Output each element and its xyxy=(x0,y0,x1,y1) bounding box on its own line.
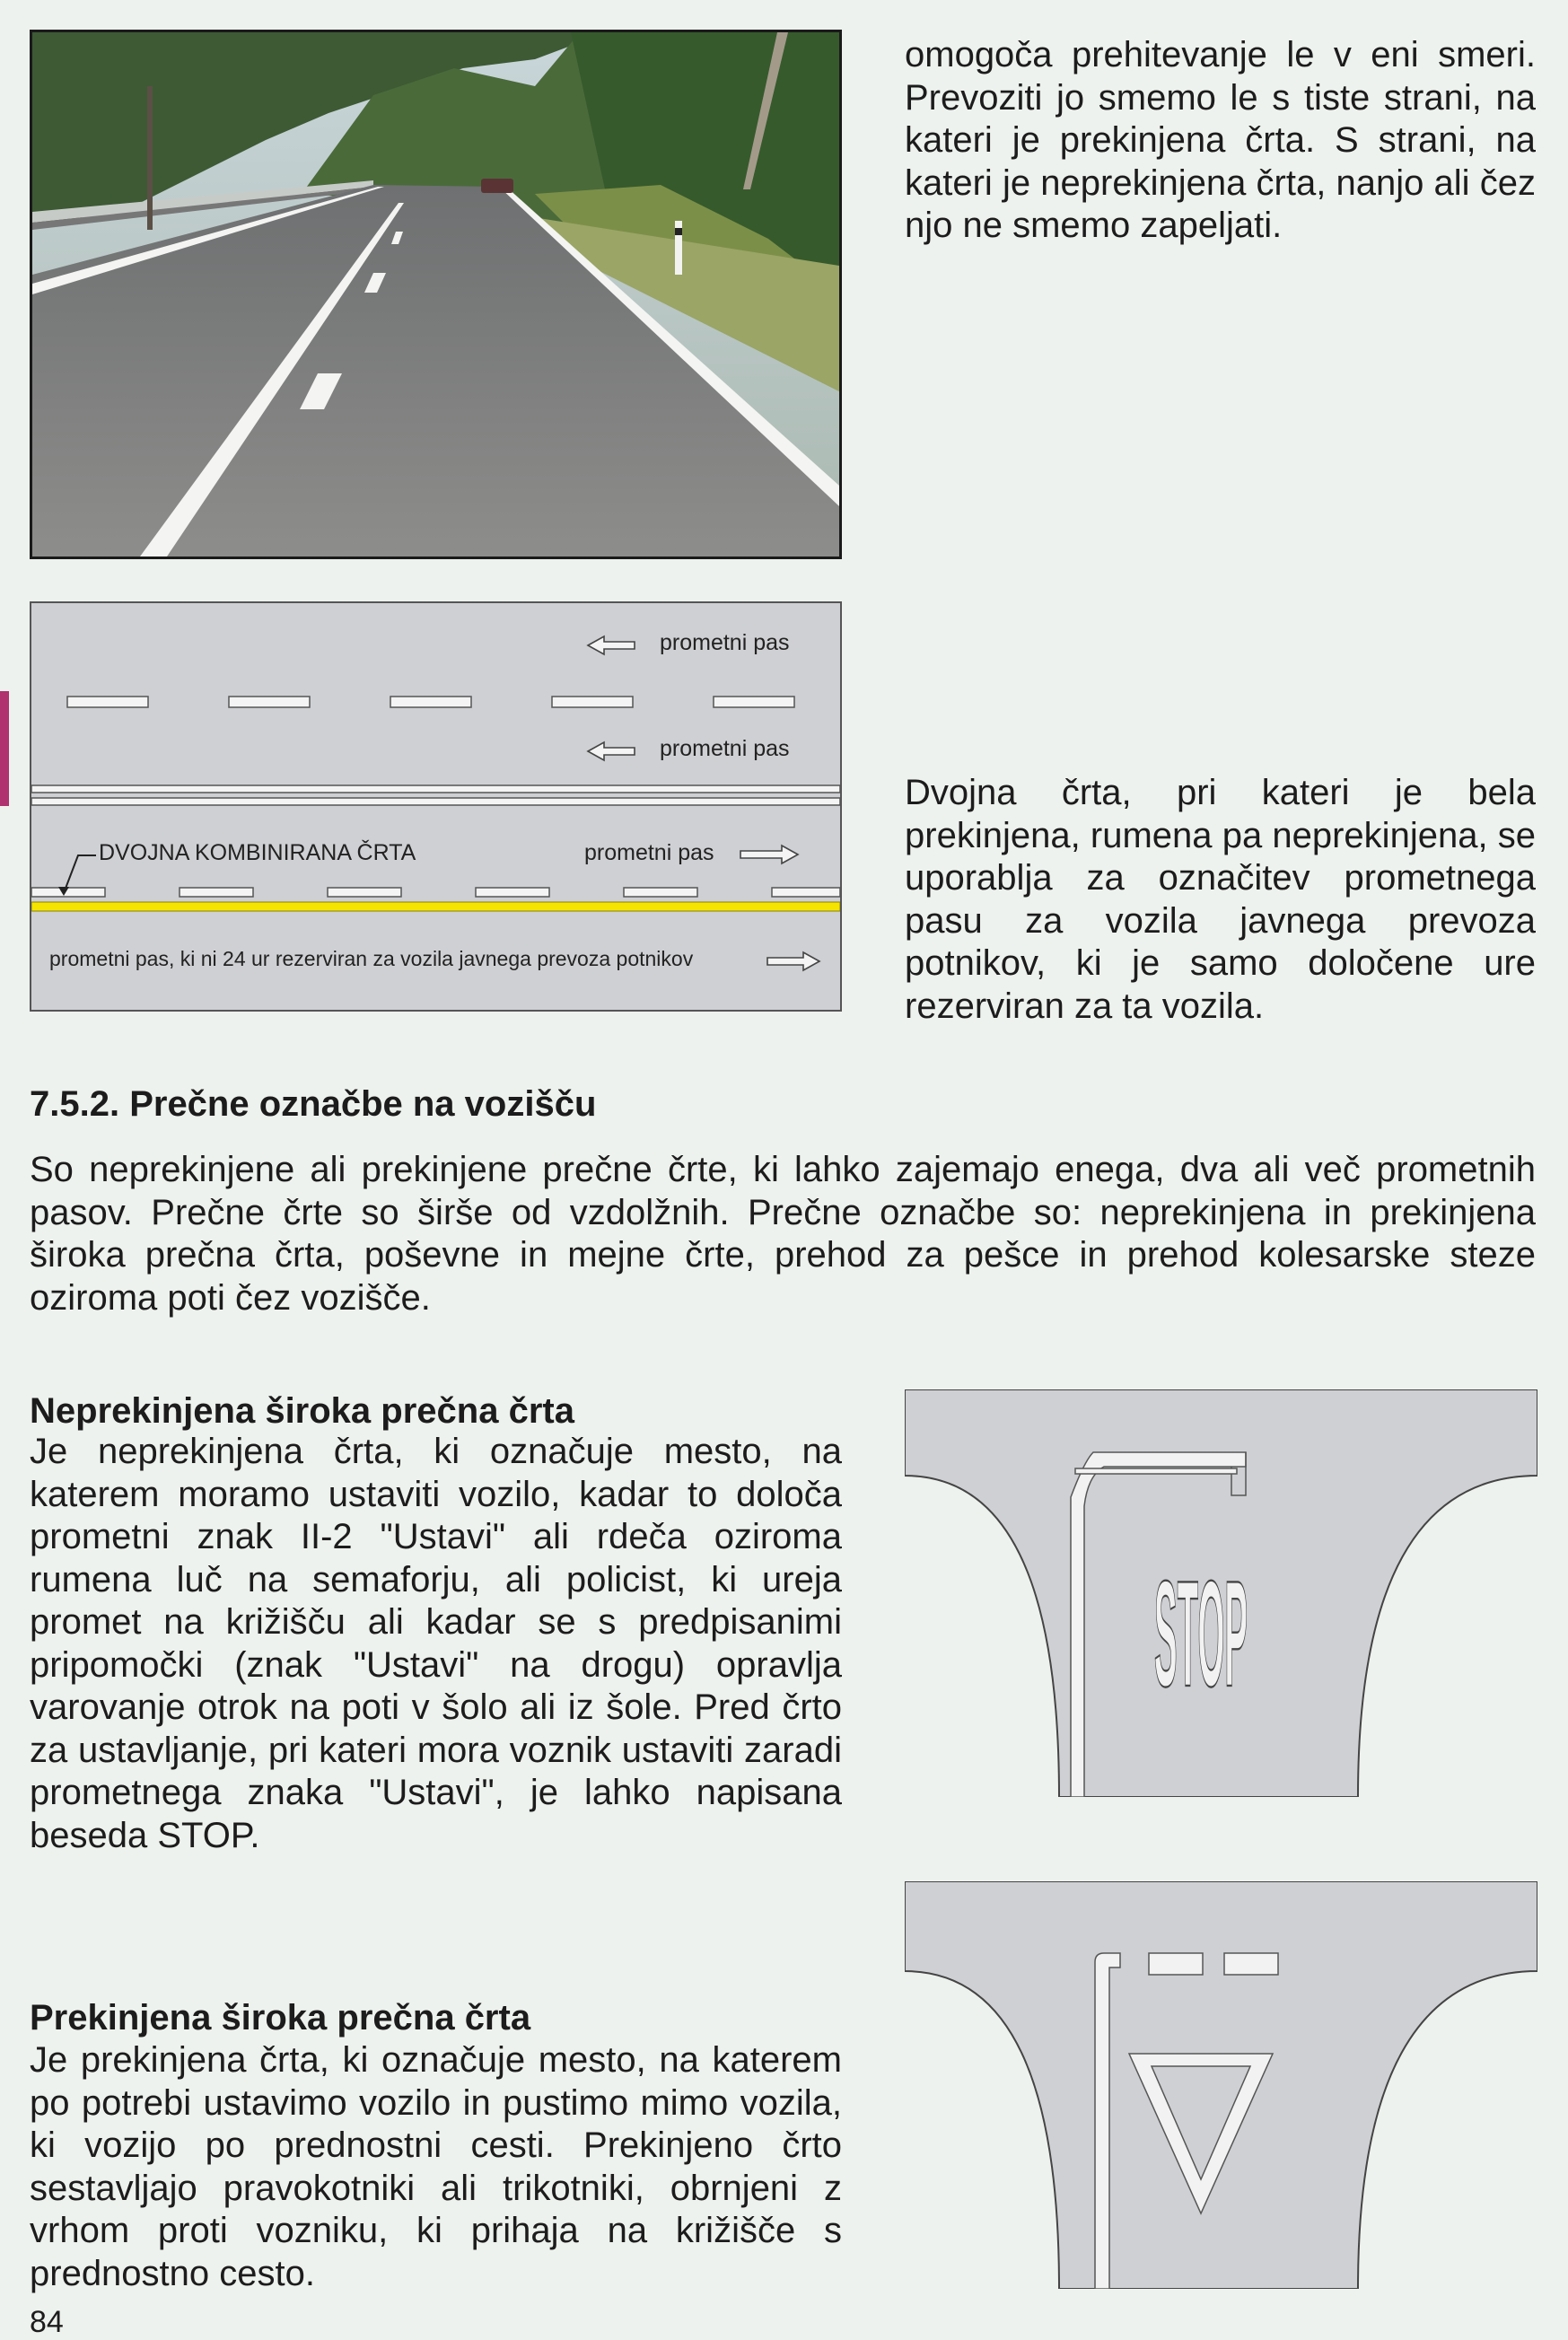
yellow-solid-line xyxy=(31,902,840,911)
broken-line-title: Prekinjena široka prečna črta xyxy=(30,1998,531,2038)
stop-line-diagram xyxy=(905,1389,1537,1797)
double-line-label: DVOJNA KOMBINIRANA ČRTA xyxy=(99,840,416,865)
chapter-tab xyxy=(0,691,9,806)
solid-line-title: Neprekinjena široka prečna črta xyxy=(30,1391,574,1431)
lane-label-2: prometni pas xyxy=(660,736,790,761)
top-right-paragraph: omogoča prehitevanje le v eni smeri. Prevoziti jo smemo le s tiste strani, na kateri je prekinjena črta. S strani, na kateri je neprekinjena črta, nanjo ali čez njo ne smemo zapeljati. xyxy=(905,35,1536,245)
lane-label-3: prometni pas xyxy=(584,840,714,865)
lane-diagram xyxy=(30,601,842,1012)
section-intro: So neprekinjene ali prekinjene prečne črte, ki lahko zajemajo enega, dva ali več prometnih pasov. Prečne črte so širše od vzdolžnih. Prečne označbe so: neprekinjena in prekinjena široka prečna črta, poševne in mejne črte, prehod za pešce in prehod kolesarske steze oziroma poti čez vozišče. xyxy=(30,1150,1536,1318)
page-number: 84 xyxy=(30,2305,64,2339)
bus-lane-label: prometni pas, ki ni 24 ur rezerviran za vozila javnega prevoza potnikov xyxy=(49,947,694,970)
road-photo-illustration xyxy=(32,32,839,557)
yield-line-diagram xyxy=(905,1881,1537,2289)
lane-label-1: prometni pas xyxy=(660,630,790,655)
section-title: 7.5.2. Prečne označbe na vozišču xyxy=(30,1084,597,1124)
solid-line-text: Je neprekinjena črta, ki označuje mesto, na katerem moramo ustaviti vozilo, kadar to določa prometni znak II-2 "Ustavi" ali rdeča oziroma rumena luč na semaforju, ali policist, ki ureja promet na križišču ali kadar se s predpisanimi pripomočki (znak "Ustavi" na drogu) opravlja varovanje otrok na poti v šolo ali iz šole. Pred črto za ustavljanje, pri kateri mora voznik ustaviti zaradi prometnega znaka "Ustavi", je lahko napisana beseda STOP. xyxy=(30,1432,842,1855)
road-photo xyxy=(30,30,842,559)
broken-line-text: Je prekinjena črta, ki označuje mesto, na katerem po potrebi ustavimo vozilo in pustimo mimo vozila, ki vozijo po prednostni cesti. Prekinjeno črto sestavljajo pravokotniki ali trikotniki, obrnjeni z vrhom proti vozniku, ki prihaja na križišče s prednostno cesto. xyxy=(30,2040,842,2293)
double-line-description: Dvojna črta, pri kateri je bela prekinjena, rumena pa neprekinjena, se uporablja za označitev prometnega pasu za vozila javnega prevoza potnikov, ki je samo določene ure rezerviran za ta vozila. xyxy=(905,773,1536,1026)
stop-word: STOP xyxy=(1153,1549,1248,1718)
